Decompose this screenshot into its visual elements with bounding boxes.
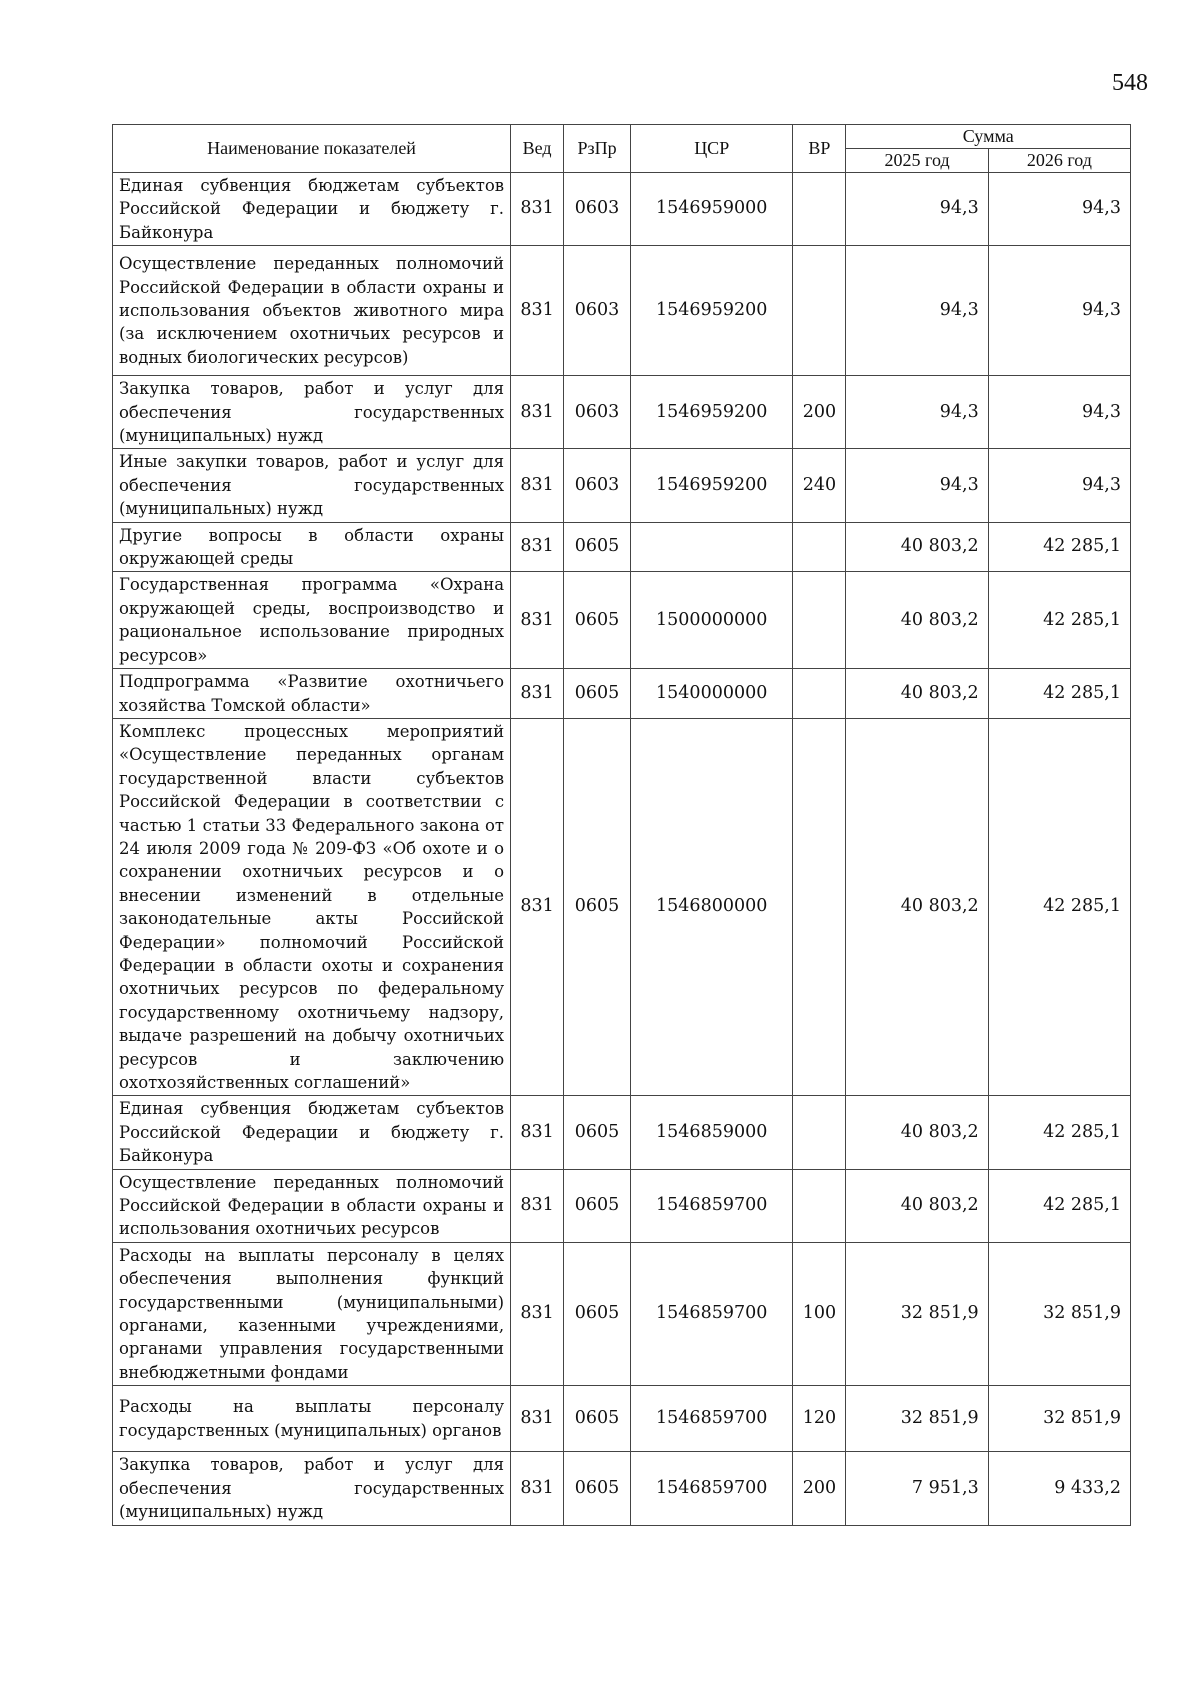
row-sum-2026: 32 851,9	[988, 1386, 1130, 1452]
row-rzpr: 0605	[564, 669, 631, 719]
row-csr: 1546859700	[631, 1169, 793, 1242]
row-name: Закупка товаров, работ и услуг для обеспечения государственных (муниципальных) нужд	[113, 376, 511, 449]
header-ved: Вед	[511, 125, 564, 173]
row-sum-2025: 40 803,2	[846, 1096, 988, 1169]
row-vr	[793, 718, 846, 1096]
row-csr: 1546959000	[631, 173, 793, 246]
row-vr	[793, 173, 846, 246]
header-year-2026: 2026 год	[988, 149, 1130, 173]
table-row	[113, 1169, 1131, 1242]
row-name: Иные закупки товаров, работ и услуг для обеспечения государственных (муниципальных) нужд	[113, 449, 511, 522]
row-rzpr: 0605	[564, 522, 631, 572]
row-rzpr: 0605	[564, 572, 631, 669]
row-ved: 831	[511, 173, 564, 246]
row-name: Комплекс процессных мероприятий «Осуществление переданных органам государственной власти субъектов Российской Федерации в соответствии с частью 1 статьи 33 Федерального закона от 24 июля 2009 года № 209-ФЗ «Об охоте и о сохранении охотничьих ресурсов и о внесении изменений в отдельные законодательные акты Российской Федерации» полномочий Российской Федерации в области охоты и сохранения охотничьих ресурсов по федеральному государственному охотничьему надзору, выдаче разрешений на добычу охотничьих ресурсов и заключению охотхозяйственных соглашений»	[113, 718, 511, 1096]
row-vr: 240	[793, 449, 846, 522]
row-rzpr: 0605	[564, 718, 631, 1096]
row-csr: 1546859700	[631, 1452, 793, 1525]
row-ved: 831	[511, 376, 564, 449]
row-sum-2025: 40 803,2	[846, 522, 988, 572]
table-row	[113, 449, 1131, 522]
row-sum-2025: 40 803,2	[846, 669, 988, 719]
row-sum-2026: 32 851,9	[988, 1242, 1130, 1385]
row-vr	[793, 669, 846, 719]
row-sum-2025: 32 851,9	[846, 1242, 988, 1385]
row-name: Осуществление переданных полномочий Российской Федерации в области охраны и использования охотничьих ресурсов	[113, 1169, 511, 1242]
row-sum-2025: 94,3	[846, 449, 988, 522]
table-row	[113, 1096, 1131, 1169]
row-rzpr: 0605	[564, 1169, 631, 1242]
row-name: Другие вопросы в области охраны окружающей среды	[113, 522, 511, 572]
row-ved: 831	[511, 1169, 564, 1242]
row-vr: 100	[793, 1242, 846, 1385]
row-vr: 120	[793, 1386, 846, 1452]
row-ved: 831	[511, 1452, 564, 1525]
row-sum-2026: 94,3	[988, 173, 1130, 246]
row-ved: 831	[511, 1386, 564, 1452]
row-csr	[631, 522, 793, 572]
row-sum-2025: 7 951,3	[846, 1452, 988, 1525]
row-ved: 831	[511, 246, 564, 376]
row-name: Единая субвенция бюджетам субъектов Российской Федерации и бюджету г. Байконура	[113, 173, 511, 246]
table-body	[113, 173, 1131, 1526]
row-name: Государственная программа «Охрана окружающей среды, воспроизводство и рациональное использование природных ресурсов»	[113, 572, 511, 669]
row-sum-2025: 40 803,2	[846, 1169, 988, 1242]
row-sum-2025: 94,3	[846, 376, 988, 449]
row-name: Осуществление переданных полномочий Российской Федерации в области охраны и использования объектов животного мира (за исключением охотничьих ресурсов и водных биологических ресурсов)	[113, 246, 511, 376]
table-row	[113, 1386, 1131, 1452]
row-sum-2026: 94,3	[988, 449, 1130, 522]
row-csr: 1546959200	[631, 449, 793, 522]
row-sum-2025: 94,3	[846, 246, 988, 376]
row-sum-2025: 94,3	[846, 173, 988, 246]
row-sum-2026: 9 433,2	[988, 1452, 1130, 1525]
header-vr: ВР	[793, 125, 846, 173]
row-ved: 831	[511, 718, 564, 1096]
row-name: Закупка товаров, работ и услуг для обеспечения государственных (муниципальных) нужд	[113, 1452, 511, 1525]
table-row	[113, 1242, 1131, 1385]
page-number: 548	[1112, 70, 1148, 96]
row-sum-2026: 94,3	[988, 376, 1130, 449]
row-rzpr: 0603	[564, 246, 631, 376]
row-csr: 1546959200	[631, 246, 793, 376]
header-year-2025: 2025 год	[846, 149, 988, 173]
header-rzpr: РзПр	[564, 125, 631, 173]
row-rzpr: 0605	[564, 1452, 631, 1525]
row-rzpr: 0605	[564, 1096, 631, 1169]
row-rzpr: 0605	[564, 1242, 631, 1385]
header-row	[113, 125, 1131, 149]
row-rzpr: 0603	[564, 173, 631, 246]
row-csr: 1546800000	[631, 718, 793, 1096]
row-ved: 831	[511, 1242, 564, 1385]
row-vr	[793, 1169, 846, 1242]
table-row	[113, 376, 1131, 449]
budget-table	[112, 124, 1131, 1526]
row-vr: 200	[793, 376, 846, 449]
row-csr: 1546859000	[631, 1096, 793, 1169]
table-row	[113, 173, 1131, 246]
row-ved: 831	[511, 1096, 564, 1169]
row-vr	[793, 572, 846, 669]
row-sum-2026: 42 285,1	[988, 572, 1130, 669]
row-sum-2026: 42 285,1	[988, 1096, 1130, 1169]
row-ved: 831	[511, 522, 564, 572]
row-sum-2026: 42 285,1	[988, 522, 1130, 572]
row-vr: 200	[793, 1452, 846, 1525]
row-rzpr: 0603	[564, 376, 631, 449]
row-name: Единая субвенция бюджетам субъектов Российской Федерации и бюджету г. Байконура	[113, 1096, 511, 1169]
row-name: Расходы на выплаты персоналу государственных (муниципальных) органов	[113, 1386, 511, 1452]
header-name: Наименование показателей	[113, 125, 511, 173]
row-rzpr: 0605	[564, 1386, 631, 1452]
table-row	[113, 718, 1131, 1096]
row-name: Подпрограмма «Развитие охотничьего хозяйства Томской области»	[113, 669, 511, 719]
row-sum-2025: 32 851,9	[846, 1386, 988, 1452]
row-csr: 1540000000	[631, 669, 793, 719]
row-csr: 1546959200	[631, 376, 793, 449]
row-vr	[793, 1096, 846, 1169]
row-ved: 831	[511, 572, 564, 669]
table-row	[113, 572, 1131, 669]
row-vr	[793, 246, 846, 376]
row-name: Расходы на выплаты персоналу в целях обеспечения выполнения функций государственными (муниципальными) органами, казенными учреждениями, органами управления государственными внебюджетными фондами	[113, 1242, 511, 1385]
row-csr: 1546859700	[631, 1242, 793, 1385]
row-rzpr: 0603	[564, 449, 631, 522]
row-ved: 831	[511, 669, 564, 719]
row-sum-2025: 40 803,2	[846, 572, 988, 669]
row-vr	[793, 522, 846, 572]
row-sum-2026: 42 285,1	[988, 669, 1130, 719]
row-ved: 831	[511, 449, 564, 522]
row-sum-2025: 40 803,2	[846, 718, 988, 1096]
row-sum-2026: 42 285,1	[988, 718, 1130, 1096]
row-csr: 1500000000	[631, 572, 793, 669]
header-csr: ЦСР	[631, 125, 793, 173]
table-row	[113, 522, 1131, 572]
row-sum-2026: 42 285,1	[988, 1169, 1130, 1242]
table-row	[113, 1452, 1131, 1525]
header-sum: Сумма	[846, 125, 1131, 149]
table-row	[113, 669, 1131, 719]
table-row	[113, 246, 1131, 376]
row-csr: 1546859700	[631, 1386, 793, 1452]
row-sum-2026: 94,3	[988, 246, 1130, 376]
